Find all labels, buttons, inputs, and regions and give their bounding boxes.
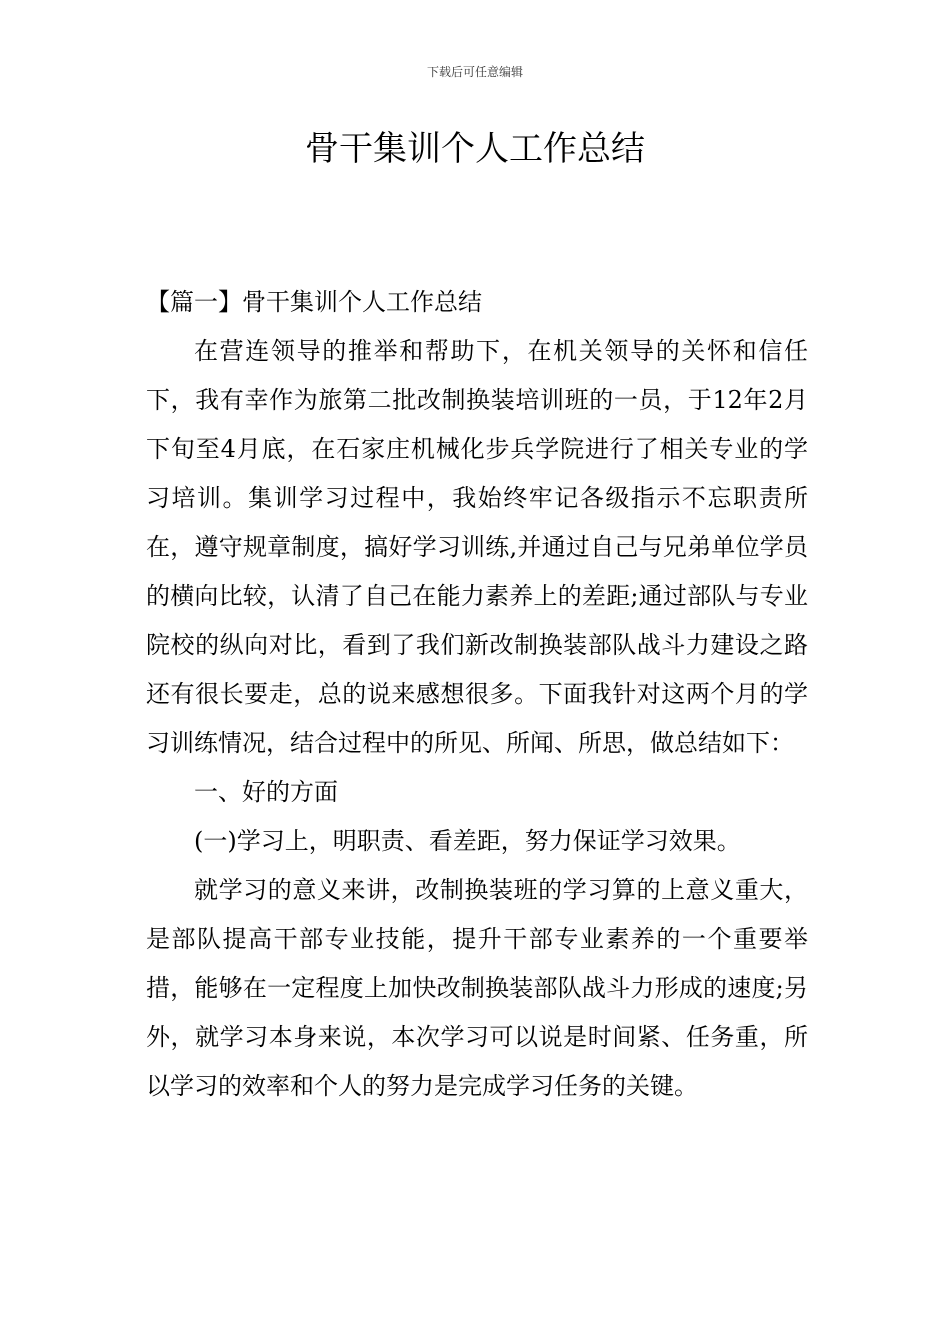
subheading-study: (一)学习上，明职责、看差距，努力保证学习效果。 — [194, 827, 741, 855]
paragraph-study-meaning: 就学习的意义来讲，改制换装班的学习算的上意义重大，是部队提高干部专业技能，提升干部专业素养的一个重要举措，能够在一定程度上加快改制换装部队战斗力形成的速度;另外，就学习本身来说，本次学习可以说是时间紧、任务重，所以学习的效率和个人的努力是完成学习任务的关键。 — [146, 876, 808, 1100]
paragraph-intro: 在营连领导的推举和帮助下，在机关领导的关怀和信任下，我有幸作为旅第二批改制换装培训班的一员，于12年2月下旬至4月底，在石家庄机械化步兵学院进行了相关专业的学习培训。集训学习过程中，我始终牢记各级指示不忘职责所在，遵守规章制度，搞好学习训练,并通过自己与兄弟单位学员的横向比较，认清了自己在能力素养上的差距;通过部队与专业院校的纵向对比，看到了我们新改制换装部队战斗力建设之路还有很长要走，总的说来感想很多。下面我针对这两个月的学习训练情况，结合过程中的所见、所闻、所思，做总结如下： — [146, 337, 808, 757]
document-body — [146, 278, 808, 1111]
heading-good-aspects: 一、好的方面 — [194, 778, 338, 806]
section-heading: 【篇一】骨干集训个人工作总结 — [146, 288, 482, 316]
document-title: 骨干集训个人工作总结 — [305, 129, 645, 169]
header-note: 下载后可任意编辑 — [426, 65, 523, 79]
